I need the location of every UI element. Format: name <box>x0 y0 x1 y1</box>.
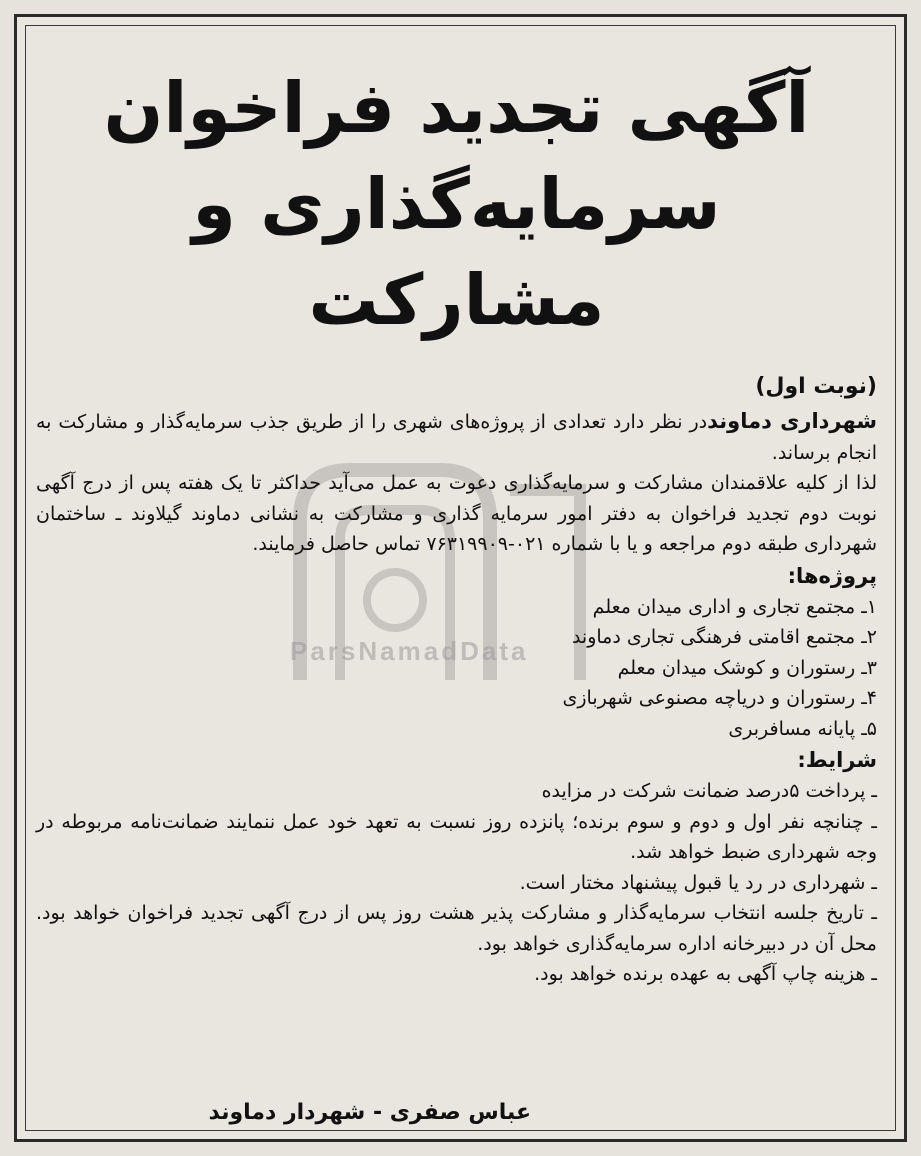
organization-name: شهرداری دماوند <box>707 409 877 433</box>
list-item: ۵ـ پایانه مسافربری <box>728 717 877 740</box>
list-item: ۲ـ مجتمع اقامتی فرهنگی تجاری دماوند <box>571 626 877 648</box>
list-item: ۳ـ رستوران و کوشک میدان معلم <box>617 656 877 679</box>
notice-title-line-2: سرمایه‌گذاری و مشارکت <box>192 163 721 341</box>
intro-paragraph-1 <box>36 406 877 468</box>
list-item: ۱ـ مجتمع تجاری و اداری میدان معلم <box>592 595 877 618</box>
list-item: ـ تاریخ جلسه انتخاب سرمایه‌گذار و مشارکت پذیر هشت روز پس از درج آگهی تجدید فراخوان خواهد بود. محل آن در دبیرخانه اداره سرمایه‌گذاری خواهد بود. <box>36 902 877 955</box>
notice-content <box>36 54 877 1136</box>
conditions-list <box>36 776 877 990</box>
round-label: (نوبت اول) <box>755 374 877 399</box>
list-item: ۴ـ رستوران و دریاچه مصنوعی شهربازی <box>562 687 877 709</box>
conditions-heading: شرایط: <box>797 748 877 772</box>
intro-paragraph-2: لذا از کلیه علاقمندان مشارکت و سرمایه‌گذاری دعوت به عمل می‌آید حداکثر تا یک هفته پس از درج آگهی نوبت دوم تجدید فراخوان به دفتر امور سرمایه گذاری و مشارکت به نشانی دماوند گیلاوند ـ ساختمان شهرداری طبقه دوم مراجعه و یا با شماره ۰۲۱-۷۶۳۱۹۹۰۹ تماس حاصل فرمایند. <box>36 472 877 555</box>
watermark-text: ParsNamadData <box>290 636 529 666</box>
list-item: ـ پرداخت ۵درصد ضمانت شرکت در مزایده <box>541 780 877 802</box>
list-item: ـ شهرداری در رد یا قبول پیشنهاد مختار است. <box>519 871 877 894</box>
projects-list <box>36 592 877 745</box>
list-item: ـ هزینه چاپ آگهی به عهده برنده خواهد بود. <box>534 963 877 985</box>
projects-heading: پروژه‌ها: <box>787 563 877 588</box>
notice-title-line-1: آگهی تجدید فراخوان <box>103 67 810 149</box>
signature-line: عباس صفری - شهردار دماوند <box>208 1100 531 1125</box>
list-item: ـ چنانچه نفر اول و دوم و سوم برنده؛ پانزده روز نسبت به تعهد خود عمل ننمایند ضمانت‌نامه مربوطه در وجه شهرداری ضبط خواهد شد. <box>36 810 877 863</box>
intro-text-1: در نظر دارد تعدادی از پروژه‌های شهری را از طریق جذب سرمایه‌گذار و مشارکت به انجام برساند. <box>36 411 877 464</box>
